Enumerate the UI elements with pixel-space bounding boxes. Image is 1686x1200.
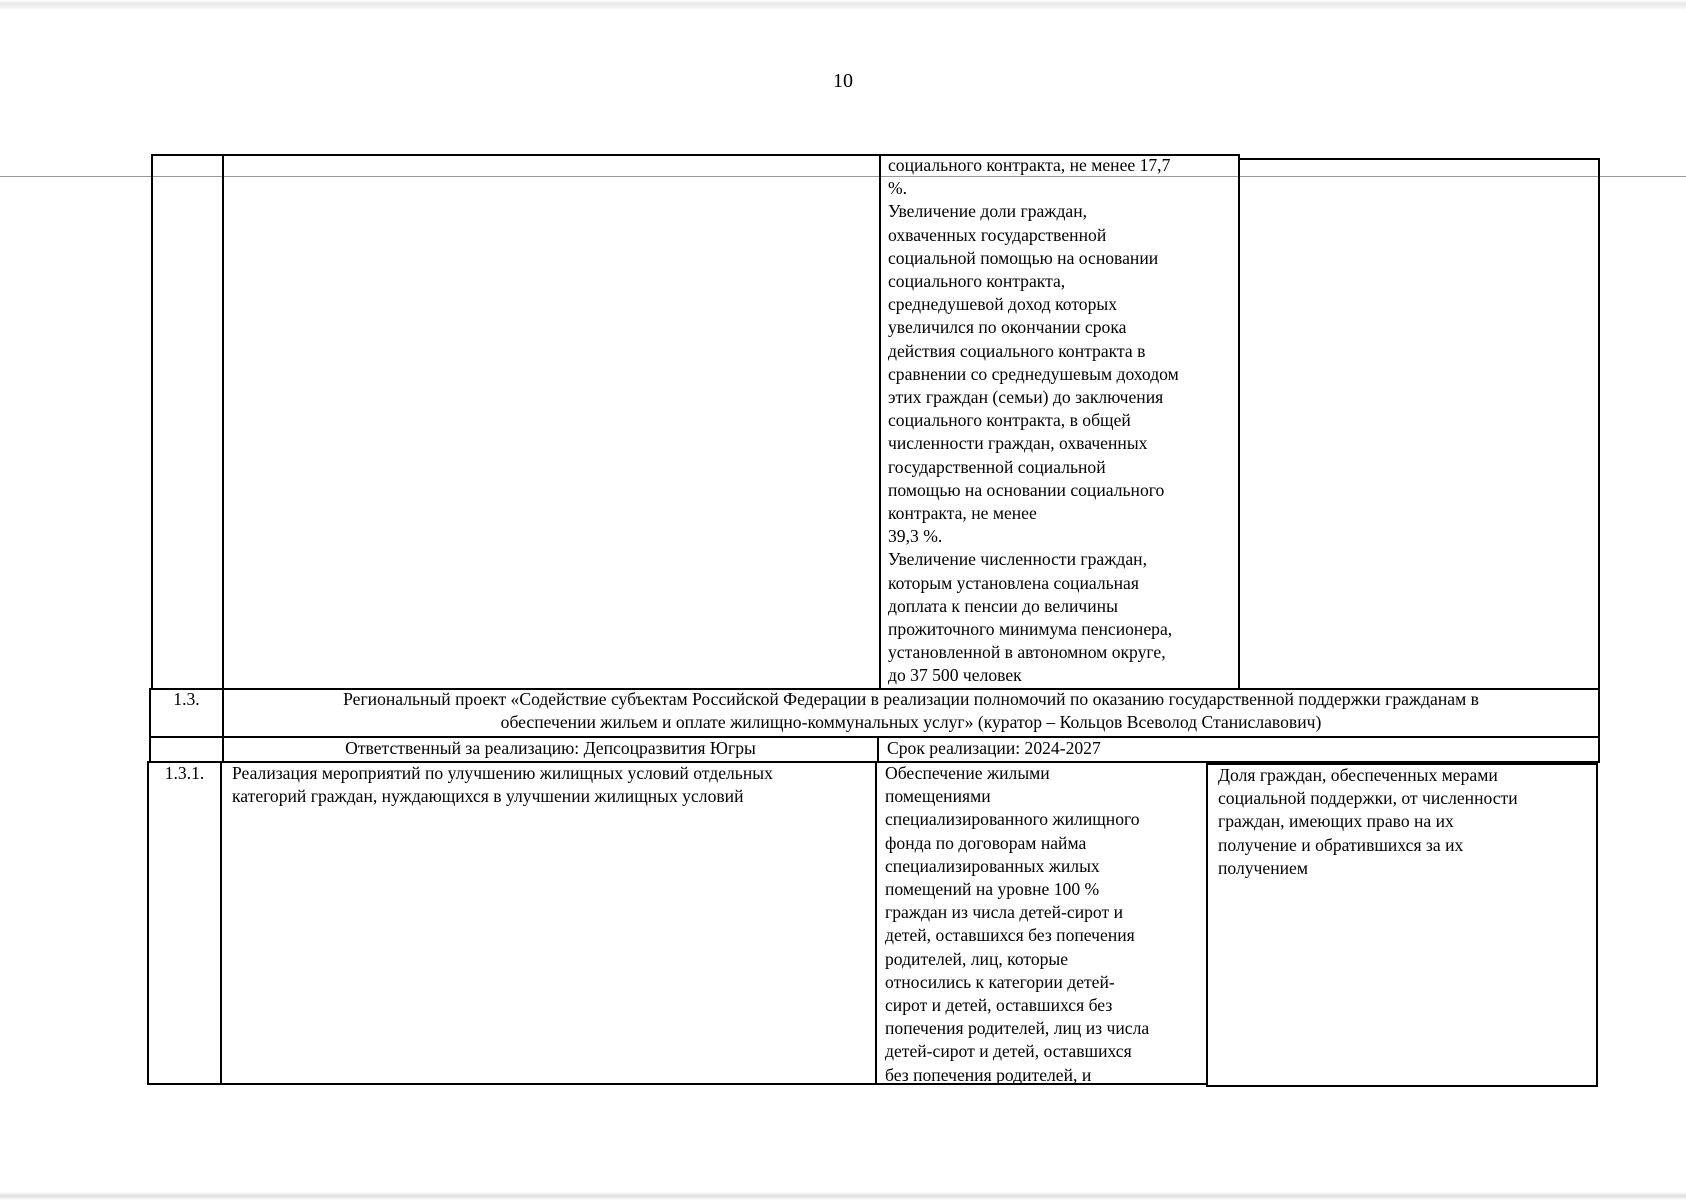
continued-cell-number <box>151 154 224 690</box>
continued-cell-indicator <box>1238 158 1600 690</box>
continued-result-text: социального контракта, не менее 17,7 %. Увеличение доли граждан, охваченных государственной социальной помощью на основании социального контракта, среднедушевой доход которых увеличился по окончании срока действия социального контракта в сравнении со среднедушевым доходом этих граждан (семьи) до заключения социального контракта, в общей численности граждан, охваченных государственной социальной помощью на основании социального контракта, не менее 39,3 %. Увеличение численности граждан, которым установлена социальная доплата к пенсии до величины прожиточного минимума пенсионера, установленной в автономном округе, до 37 500 человек <box>888 155 1179 686</box>
row-cell-number <box>147 761 222 1085</box>
section-title: Региональный проект «Содействие субъектам Российской Федерации в реализации полномочий по оказанию государственной поддержки гражданам в обеспечении жильем и оплате жилищно-коммунальных услуг» (куратор – Кольцов Всеволод Станиславович) <box>343 689 1479 733</box>
row-indicator-text: Доля граждан, обеспеченных мерами социальной поддержки, от численности граждан, имеющих право на их получение и обратившихся за их получением <box>1218 765 1518 878</box>
row-task-text: Реализация мероприятий по улучшению жилищных условий отдельных категорий граждан, нуждающихся в улучшении жилищных условий <box>232 763 773 807</box>
page-number: 10 <box>833 70 853 92</box>
period-label: Срок реализации: 2024-2027 <box>887 738 1101 758</box>
scan-edge-top <box>0 0 1686 16</box>
row-cell-task <box>220 761 877 1085</box>
row-number: 1.3.1. <box>164 763 205 783</box>
row-result-text: Обеспечение жилыми помещениями специализированного жилищного фонда по договорам найма специализированных жилых помещений на уровне 100 % граждан из числа детей-сирот и детей, оставшихся без попечения родителей, лиц, которые относились к категории детей- сирот и детей, оставшихся без попечения родителей, лиц из числа детей-сирот и детей, оставшихся без попечения родителей, и <box>885 763 1150 1085</box>
continued-cell-task <box>222 154 881 690</box>
responsibility-cell-number <box>149 736 224 763</box>
responsible-label: Ответственный за реализацию: Депсоцразвития Югры <box>345 738 756 758</box>
scan-edge-bottom <box>0 1192 1686 1200</box>
section-number: 1.3. <box>173 689 200 709</box>
